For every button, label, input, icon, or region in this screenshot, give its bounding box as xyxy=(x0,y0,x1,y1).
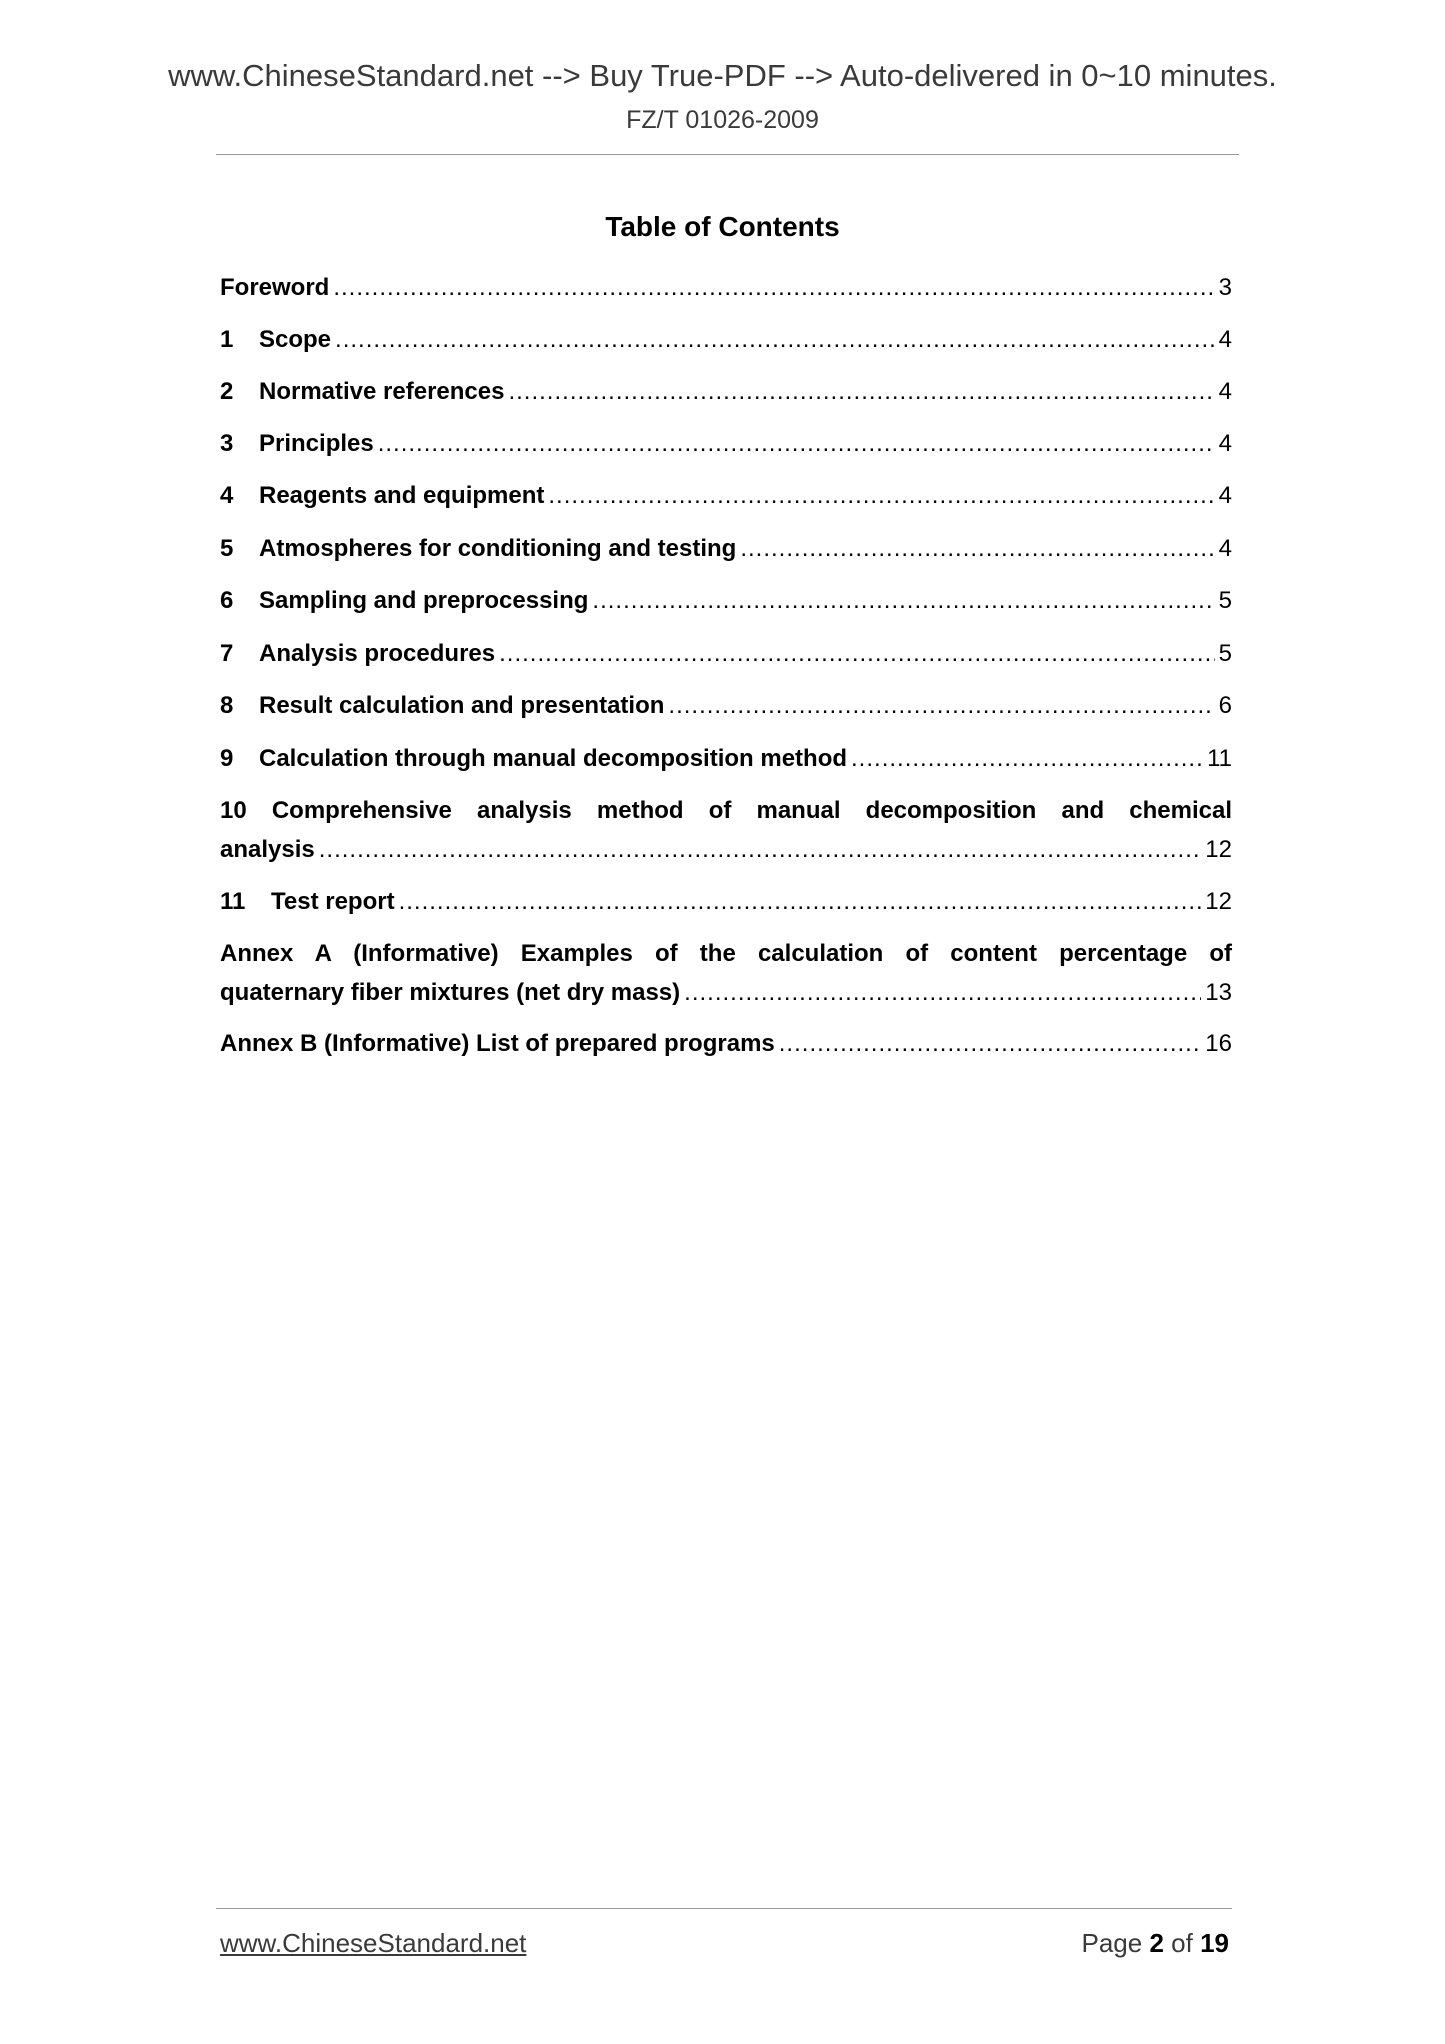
toc-entry-page: 16 xyxy=(1205,1030,1232,1057)
toc-entry-annex-b[interactable] xyxy=(220,1024,1232,1064)
standard-code: FZ/T 01026-2009 xyxy=(626,106,819,134)
toc-entry-page: 4 xyxy=(1218,482,1232,509)
toc-entry-label: Scope xyxy=(259,326,332,353)
toc-entry-atmospheres[interactable] xyxy=(220,529,1232,569)
toc-entry-reagents-equipment[interactable] xyxy=(220,476,1232,516)
toc-entry-normative-references[interactable] xyxy=(220,372,1232,412)
page-prefix: Page xyxy=(1081,1928,1143,1958)
page-of: of xyxy=(1171,1928,1193,1958)
toc-entry-comprehensive-analysis[interactable] xyxy=(220,791,1232,870)
toc-entry-page: 12 xyxy=(1205,836,1232,863)
dot-leader xyxy=(779,1024,1202,1064)
toc-entry-sampling[interactable] xyxy=(220,581,1232,621)
toc-title: Table of Contents xyxy=(605,211,840,242)
toc-entry-label: Test report xyxy=(271,888,395,915)
toc-entry-number: 10 xyxy=(220,797,247,824)
dot-leader xyxy=(499,634,1215,674)
toc-entry-page: 5 xyxy=(1218,587,1232,614)
toc-entry-label: Sampling and preprocessing xyxy=(259,587,589,614)
toc-entry-page: 4 xyxy=(1218,430,1232,457)
toc-entry-number: 4 xyxy=(220,482,234,509)
toc-entry-page: 6 xyxy=(1218,692,1232,719)
toc-entry-annex-a[interactable] xyxy=(220,934,1232,1013)
toc-entry-label: Annex B (Informative) List of prepared programs xyxy=(220,1030,775,1057)
dot-leader xyxy=(740,529,1214,569)
table-of-contents xyxy=(220,0,1232,1200)
toc-entry-number: 5 xyxy=(220,535,234,562)
dot-leader xyxy=(378,424,1215,464)
toc-entry-label-line1: Annex A (Informative) Examples of the calculation of content percentage of xyxy=(220,940,1232,967)
toc-entry-page: 13 xyxy=(1205,979,1232,1006)
dot-leader xyxy=(319,830,1202,870)
toc-entry-number: 3 xyxy=(220,430,234,457)
toc-entry-number: 9 xyxy=(220,745,234,772)
toc-entry-page: 5 xyxy=(1218,640,1232,667)
toc-entry-number: 11 xyxy=(220,888,246,915)
toc-entry-label: Principles xyxy=(259,430,374,457)
toc-entry-analysis-procedures[interactable] xyxy=(220,634,1232,674)
toc-entry-label-line1: 10 Comprehensive analysis method of manual decomposition and chemical xyxy=(220,797,1232,824)
dot-leader xyxy=(399,882,1202,922)
dot-leader xyxy=(335,320,1215,360)
toc-entry-page: 4 xyxy=(1218,326,1232,353)
toc-entry-label-line2: quaternary fiber mixtures (net dry mass) xyxy=(220,979,681,1006)
footer-divider xyxy=(216,1908,1232,1909)
dot-leader xyxy=(684,973,1201,1013)
top-banner: www.ChineseStandard.net --> Buy True-PDF --> Auto-delivered in 0~10 minutes. xyxy=(168,58,1277,93)
toc-entry-label: Analysis procedures xyxy=(259,640,496,667)
dot-leader xyxy=(333,268,1214,308)
toc-entry-page: 4 xyxy=(1218,535,1232,562)
toc-entry-number: 1 xyxy=(220,326,234,353)
toc-entry-number: 6 xyxy=(220,587,234,614)
dot-leader xyxy=(851,739,1203,779)
toc-entry-label-line2: analysis xyxy=(220,836,315,863)
toc-entry-principles[interactable] xyxy=(220,424,1232,464)
dot-leader xyxy=(668,686,1214,726)
page-indicator xyxy=(1081,1928,1229,1959)
toc-entry-label: Calculation through manual decomposition method xyxy=(259,745,848,772)
toc-entry-label: Reagents and equipment xyxy=(259,482,545,509)
toc-entry-label: Atmospheres for conditioning and testing xyxy=(259,535,737,562)
toc-entry-number: 2 xyxy=(220,378,234,405)
toc-entry-foreword[interactable] xyxy=(220,268,1232,308)
toc-entry-page: 11 xyxy=(1207,745,1232,772)
footer-site-link[interactable]: www.ChineseStandard.net xyxy=(220,1928,527,1958)
toc-entry-result-calculation[interactable] xyxy=(220,686,1232,726)
toc-entry-number: 7 xyxy=(220,640,234,667)
toc-entry-scope[interactable] xyxy=(220,320,1232,360)
toc-entry-page: 12 xyxy=(1205,888,1232,915)
toc-entry-page: 4 xyxy=(1218,378,1232,405)
toc-entry-number: 8 xyxy=(220,692,234,719)
dot-leader xyxy=(548,476,1214,516)
toc-entry-manual-decomposition[interactable] xyxy=(220,739,1232,779)
page-current: 2 xyxy=(1149,1928,1164,1958)
dot-leader xyxy=(508,372,1214,412)
toc-entry-test-report[interactable] xyxy=(220,882,1232,922)
toc-entry-label: Normative references xyxy=(259,378,505,405)
toc-entry-page: 3 xyxy=(1218,274,1232,301)
toc-entry-label: Foreword xyxy=(220,274,330,301)
dot-leader xyxy=(592,581,1214,621)
toc-entry-label: Result calculation and presentation xyxy=(259,692,665,719)
page-total: 19 xyxy=(1200,1928,1229,1958)
